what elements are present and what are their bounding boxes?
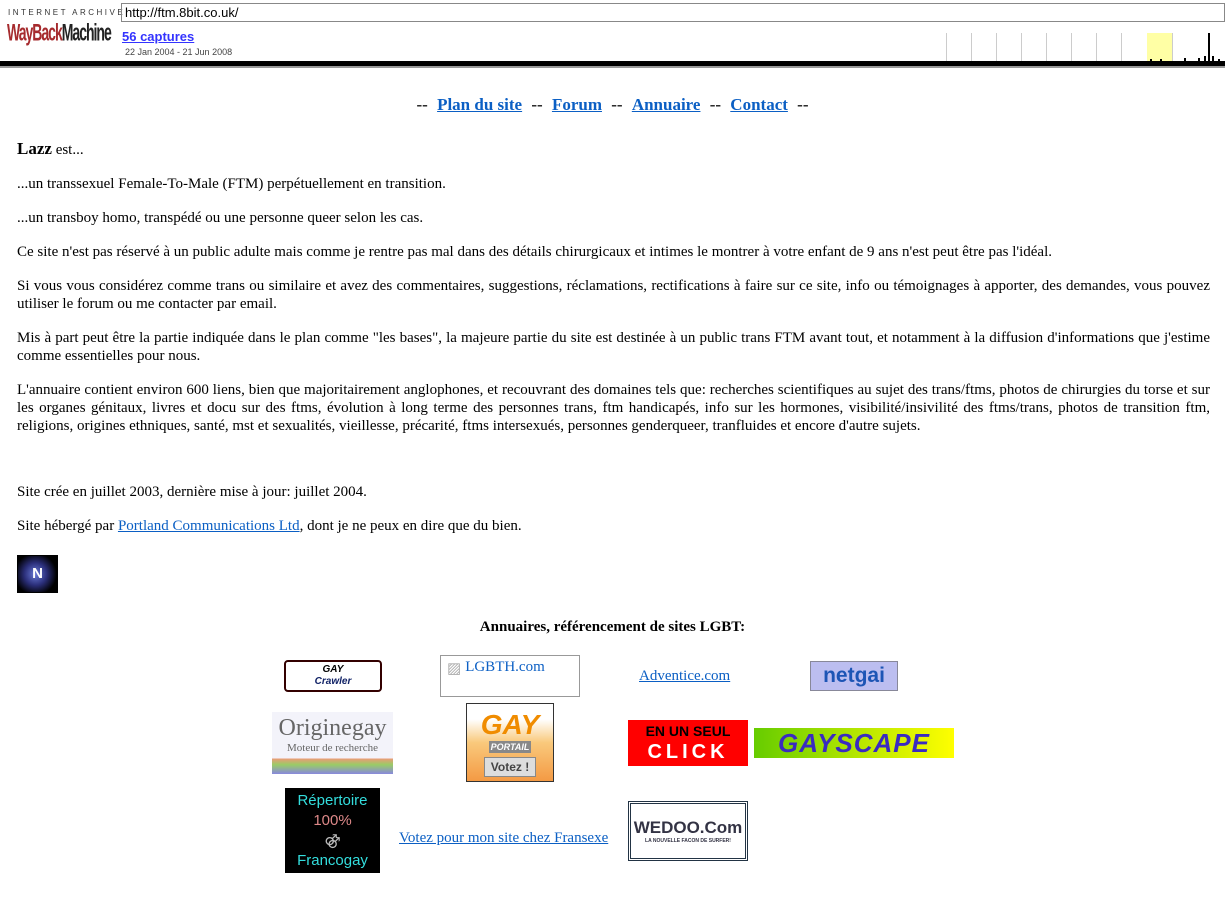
host-logo-icon[interactable]: N xyxy=(17,555,58,593)
host-link[interactable]: Portland Communications Ltd xyxy=(117,518,300,534)
gender-symbol-icon: ⚣ xyxy=(324,831,341,849)
nav-separator: -- xyxy=(611,95,623,114)
host-text: Site hébergé par xyxy=(17,518,118,534)
paragraph: Site crée en juillet 2003, dernière mise à jour: juillet 2004. xyxy=(17,484,367,500)
site-nav xyxy=(0,95,1225,115)
fransexe-link[interactable]: Votez pour mon site chez Fransexe xyxy=(399,830,609,846)
logo-text: WEDOO.Com xyxy=(633,817,743,837)
en-un-seul-click-banner[interactable] xyxy=(628,720,748,766)
author-name: Lazz xyxy=(17,139,52,158)
capture-date-range: 22 Jan 2004 - 21 Jun 2008 xyxy=(125,47,233,57)
logo-text: Répertoire xyxy=(297,791,368,809)
logo-text: PORTAIL xyxy=(490,741,530,752)
annuaires-title: Annuaires, référencement de sites LGBT: xyxy=(479,619,746,635)
paragraph: L'annuaire contient environ 600 liens, bien que majoritairement anglophones, et recouvrant des domaines tels que: recherches scientifiques au sujet des trans/ftms, photos de chirurgies du torse et sur les organes génitaux, livres et docu sur des ftms, évolution à long terme des personnes trans, ftm handicapés, info sur les hormones, visibilité/insivilité des ftms/trans, photos de transition ftm, religions, origines ethniques, santé, mst et sexualités, vieillesse, précarité, ftms intersexués, personnes genderqueer, tranfluides et encore d'autre sujets. xyxy=(17,382,1210,434)
nav-separator: -- xyxy=(531,95,543,114)
captures-link[interactable]: 56 captures xyxy=(122,29,195,44)
nav-contact[interactable]: Contact xyxy=(730,95,788,114)
nav-separator: -- xyxy=(797,95,809,114)
intro-content xyxy=(17,140,1210,551)
logo-text: Originegay xyxy=(278,715,387,741)
wedoo-banner[interactable] xyxy=(628,801,748,861)
adventice-link[interactable]: Adventice.com xyxy=(639,668,731,684)
est-text: est... xyxy=(51,142,84,158)
paragraph: Mis à part peut être la partie indiquée dans le plan comme "les bases", la majeure partie du site est destinée à un public trans FTM avant tout, et notamment à la diffusion d'informations que j'estime comme essentielles pour nous. xyxy=(17,330,1210,364)
logo-text: CLICK xyxy=(647,740,729,763)
paragraph: ...un transboy homo, transpédé ou une personne queer selon les cas. xyxy=(17,210,424,226)
host-text-end: , dont je ne peux en dire que du bien. xyxy=(299,518,522,534)
wayback-logo-a: WayBack xyxy=(7,18,62,46)
logo-text: EN UN SEUL xyxy=(645,722,731,739)
gaycrawler-banner[interactable] xyxy=(284,660,382,692)
gayportail-banner[interactable] xyxy=(466,703,554,782)
paragraph: ...un transsexuel Female-To-Male (FTM) perpétuellement en transition. xyxy=(17,176,446,192)
nav-annuaire[interactable]: Annuaire xyxy=(631,95,701,114)
logo-text: GAY xyxy=(322,664,344,675)
logo-text: Crawler xyxy=(314,676,352,687)
url-input[interactable]: http://ftm.8bit.co.uk/ xyxy=(121,3,1225,22)
nav-separator: -- xyxy=(416,95,428,114)
logo-text: Moteur de recherche xyxy=(286,742,378,754)
vote-button: Votez ! xyxy=(484,757,536,777)
nav-separator: -- xyxy=(709,95,722,114)
lgbth-banner[interactable] xyxy=(440,655,580,697)
logo-text: 100% xyxy=(313,811,352,829)
wayback-toolbar xyxy=(0,0,1225,68)
nav-plan-du-site[interactable]: Plan du site xyxy=(437,95,523,114)
capture-timeline[interactable] xyxy=(946,33,1225,61)
paragraph: Si vous vous considérez comme trans ou similaire et avez des commentaires, suggestions, réclamations, rectifications à faire sur ce site, info ou témoignages à apporter, des demandes, vous pouvez utiliser le forum ou me contacter par email. xyxy=(17,278,1210,312)
logo-text: LGBTH.com xyxy=(465,659,545,675)
gayscape-banner[interactable]: GAYSCAPE xyxy=(754,728,954,758)
repertoire-francogay-banner[interactable] xyxy=(285,788,380,873)
logo-text: Francogay xyxy=(297,851,368,869)
broken-image-icon: ▨ xyxy=(447,661,462,677)
wayback-logo-b: Machine xyxy=(61,18,111,46)
logo-text: GAY xyxy=(480,708,540,740)
originegay-banner[interactable] xyxy=(272,712,393,774)
netgai-banner[interactable]: netgai xyxy=(810,661,898,691)
internet-archive-label: INTERNET ARCHIVE xyxy=(8,8,126,17)
nav-forum[interactable]: Forum xyxy=(551,95,602,114)
logo-text: LA NOUVELLE FACON DE SURFER! xyxy=(645,837,731,844)
wayback-logo[interactable] xyxy=(7,20,111,46)
paragraph: Ce site n'est pas réservé à un public adulte mais comme je rentre pas mal dans des détails chirurgicaux et intimes le montrer à votre enfant de 9 ans n'est peut être pas l'idéal. xyxy=(17,244,1052,260)
